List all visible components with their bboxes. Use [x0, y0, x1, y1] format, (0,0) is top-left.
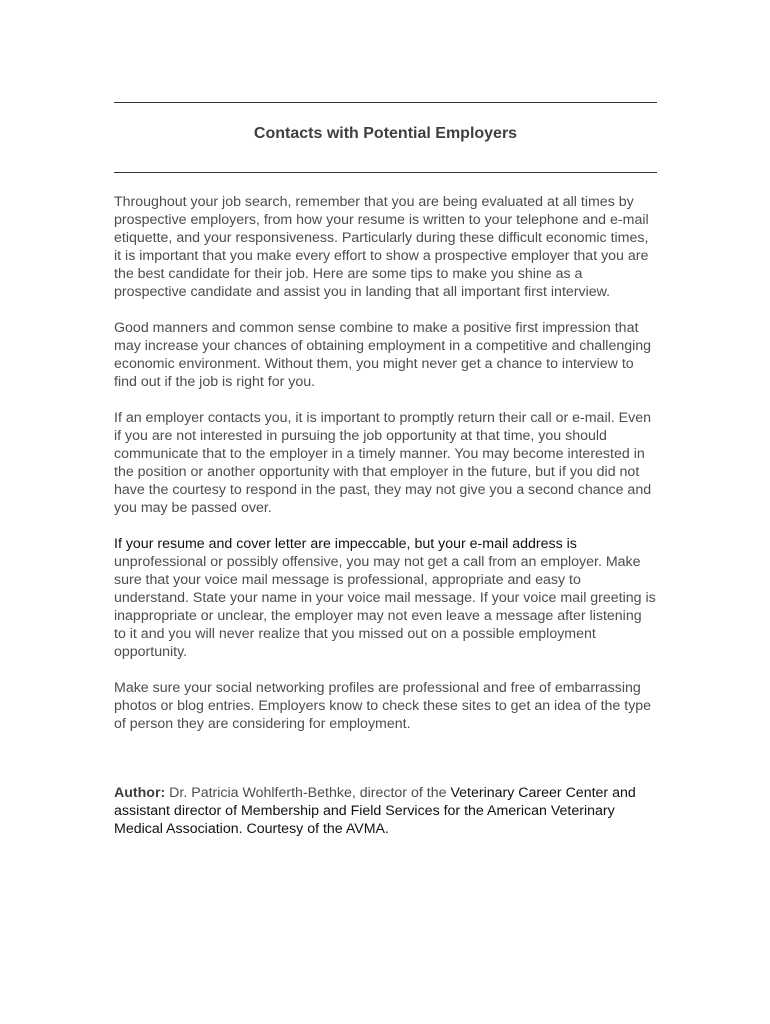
paragraph-email-lead: If your resume and cover letter are impeccable, but your e-mail address is — [114, 536, 577, 552]
paragraph-respond: If an employer contacts you, it is important to promptly return their call or e-mail. Even if you are not interested in pursuing the job opportunity at that time, you should communicate that to the employer in a timely manner. You may become interested in the position or another opportunity with that employer in the future, but if you did not have the courtesy to respond in the past, they may not give you a second chance and you may be passed over. — [114, 410, 652, 516]
top-divider — [114, 102, 657, 103]
paragraph-email-rest: unprofessional or possibly offensive, you may not get a call from an employer. Make sure that your voice mail message is professional, appropriate and easy to understand. State your name in your voice mail message. If your voice mail greeting is inappropriate or unclear, the employer may not even leave a message after listening to it and you will never realize that you missed out on a possible employment opportunity. — [114, 554, 656, 660]
paragraph-email — [114, 535, 657, 661]
paragraph-social: Make sure your social networking profiles are professional and free of embarrassing photos or blog entries. Employers know to check these sites to get an idea of the type of person they are considering for employment. — [114, 680, 652, 732]
paragraph-intro: Throughout your job search, remember that you are being evaluated at all times by prospective employers, from how your resume is written to your telephone and e-mail etiquette, and your responsiveness. Particularly during these difficult economic times, it is important that you make every effort to show a prospective employer that you are the best candidate for their job. Here are some tips to make you shine as a prospective candidate and assist you in landing that all important first interview. — [114, 194, 649, 300]
bottom-divider — [114, 172, 657, 173]
page-title: Contacts with Potential Employers — [253, 125, 518, 142]
author-credit — [114, 784, 657, 838]
article-body — [114, 193, 657, 751]
paragraph-manners: Good manners and common sense combine to make a positive first impression that may increase your chances of obtaining employment in a competitive and challenging economic environment. Without them, you might never get a chance to interview to find out if the job is right for you. — [114, 320, 652, 390]
author-affiliation: Veterinary Career Center and assistant director of Membership and Field Services for the American Veterinary Medical Association. Courtesy of the AVMA. — [114, 785, 636, 837]
author-name: Dr. Patricia Wohlferth-Bethke, director of the — [169, 785, 447, 801]
author-label: Author: — [114, 785, 166, 801]
